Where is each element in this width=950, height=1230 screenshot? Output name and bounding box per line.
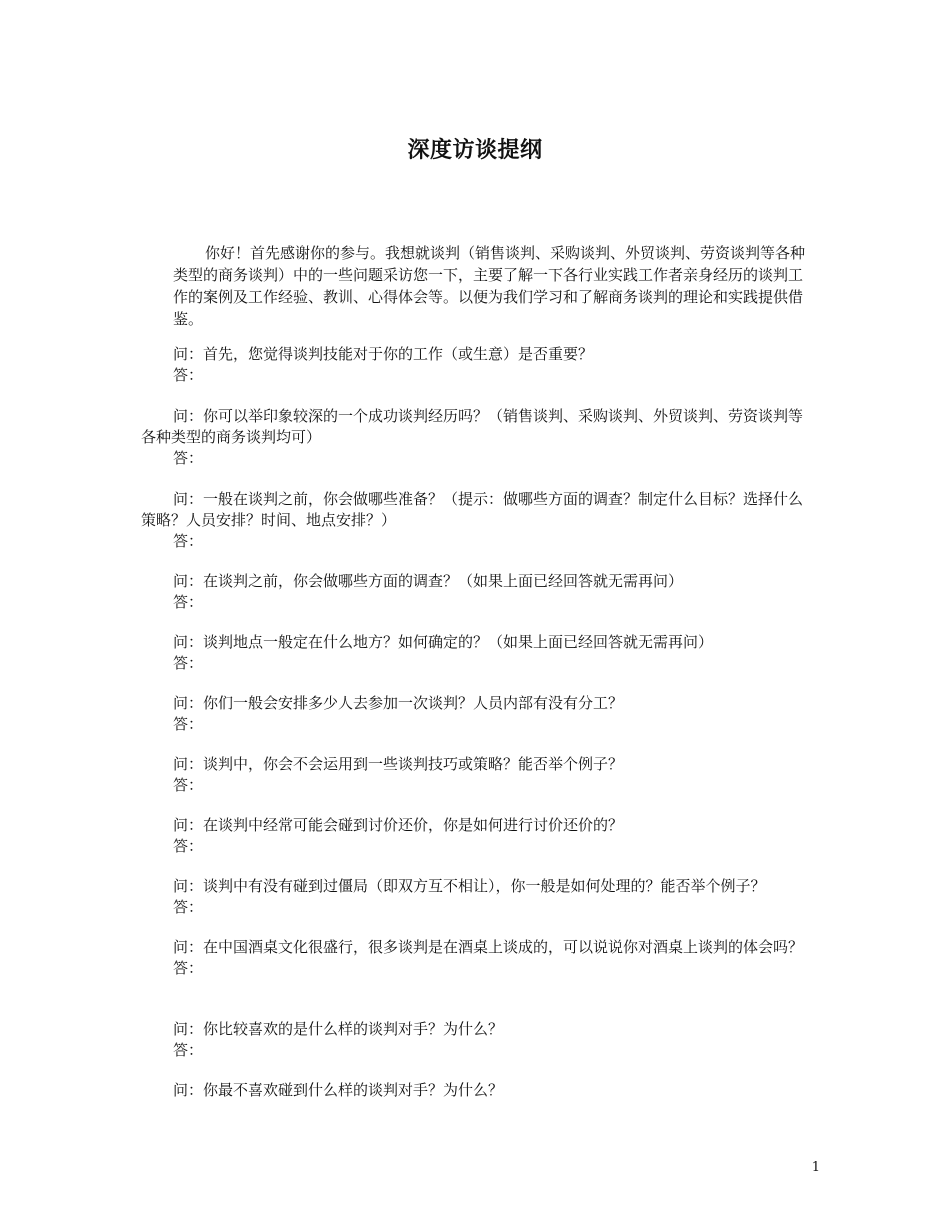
question-2: 问：你可以举印象较深的一个成功谈判经历吗？（销售谈判、采购谈判、外贸谈判、劳资谈判等各种类型的商务谈判均可） [141, 407, 804, 446]
answer-label-6: 答： [173, 715, 204, 733]
question-10: 问：在中国酒桌文化很盛行，很多谈判是在酒桌上谈成的，可以说说你对酒桌上谈判的体会吗？ [173, 938, 804, 956]
question-11: 问：你比较喜欢的是什么样的谈判对手？为什么？ [173, 1020, 504, 1038]
qa-item-9 [141, 876, 813, 918]
intro-paragraph: 你好！首先感谢你的参与。我想就谈判（销售谈判、采购谈判、外贸谈判、劳资谈判等各种类型的商务谈判）中的一些问题采访您一下，主要了解一下各行业实践工作者亲身经历的谈判工作的案例及工作经验、教训、心得体会等。以便为我们学习和了解商务谈判的理论和实践提供借鉴。 [173, 244, 806, 328]
qa-item-6 [141, 693, 813, 735]
qa-item-12 [141, 1080, 813, 1101]
question-9: 问：谈判中有没有碰到过僵局（即双方互不相让），你一般是如何处理的？能否举个例子？ [173, 877, 766, 895]
answer-label-11: 答： [173, 1041, 204, 1059]
page-title: 深度访谈提纲 [407, 138, 543, 163]
answer-label-7: 答： [173, 776, 204, 794]
question-12: 问：你最不喜欢碰到什么样的谈判对手？为什么？ [173, 1081, 504, 1099]
qa-item-1 [141, 344, 813, 386]
answer-label-9: 答： [173, 898, 204, 916]
page-number: 1 [811, 1160, 820, 1175]
qa-item-4 [141, 571, 813, 613]
qa-item-7 [141, 754, 813, 796]
question-3: 问：一般在谈判之前，你会做哪些准备？（提示：做哪些方面的调查？制定什么目标？选择什么策略？人员安排？时间、地点安排？） [141, 490, 804, 529]
qa-item-5 [141, 632, 813, 674]
question-4: 问：在谈判之前，你会做哪些方面的调查？（如果上面已经回答就无需再问） [173, 572, 684, 590]
qa-item-11 [141, 1019, 813, 1061]
answer-label-8: 答： [173, 837, 204, 855]
answer-label-10: 答： [173, 959, 204, 977]
question-8: 问：在谈判中经常可能会碰到讨价还价，你是如何进行讨价还价的？ [173, 816, 624, 834]
answer-label-2: 答： [173, 449, 204, 467]
question-6: 问：你们一般会安排多少人去参加一次谈判？人员内部有没有分工？ [173, 694, 624, 712]
question-1: 问：首先，您觉得谈判技能对于你的工作（或生意）是否重要？ [173, 345, 594, 363]
question-5: 问：谈判地点一般定在什么地方？如何确定的？（如果上面已经回答就无需再问） [173, 633, 714, 651]
answer-label-1: 答： [173, 366, 204, 384]
qa-item-2 [141, 406, 813, 469]
question-7: 问：谈判中，你会不会运用到一些谈判技巧或策略？能否举个例子？ [173, 755, 624, 773]
answer-label-5: 答： [173, 654, 204, 672]
qa-item-10 [141, 937, 813, 979]
qa-item-3 [141, 489, 813, 552]
answer-label-3: 答： [173, 532, 204, 550]
answer-label-4: 答： [173, 593, 204, 611]
qa-item-8 [141, 815, 813, 857]
